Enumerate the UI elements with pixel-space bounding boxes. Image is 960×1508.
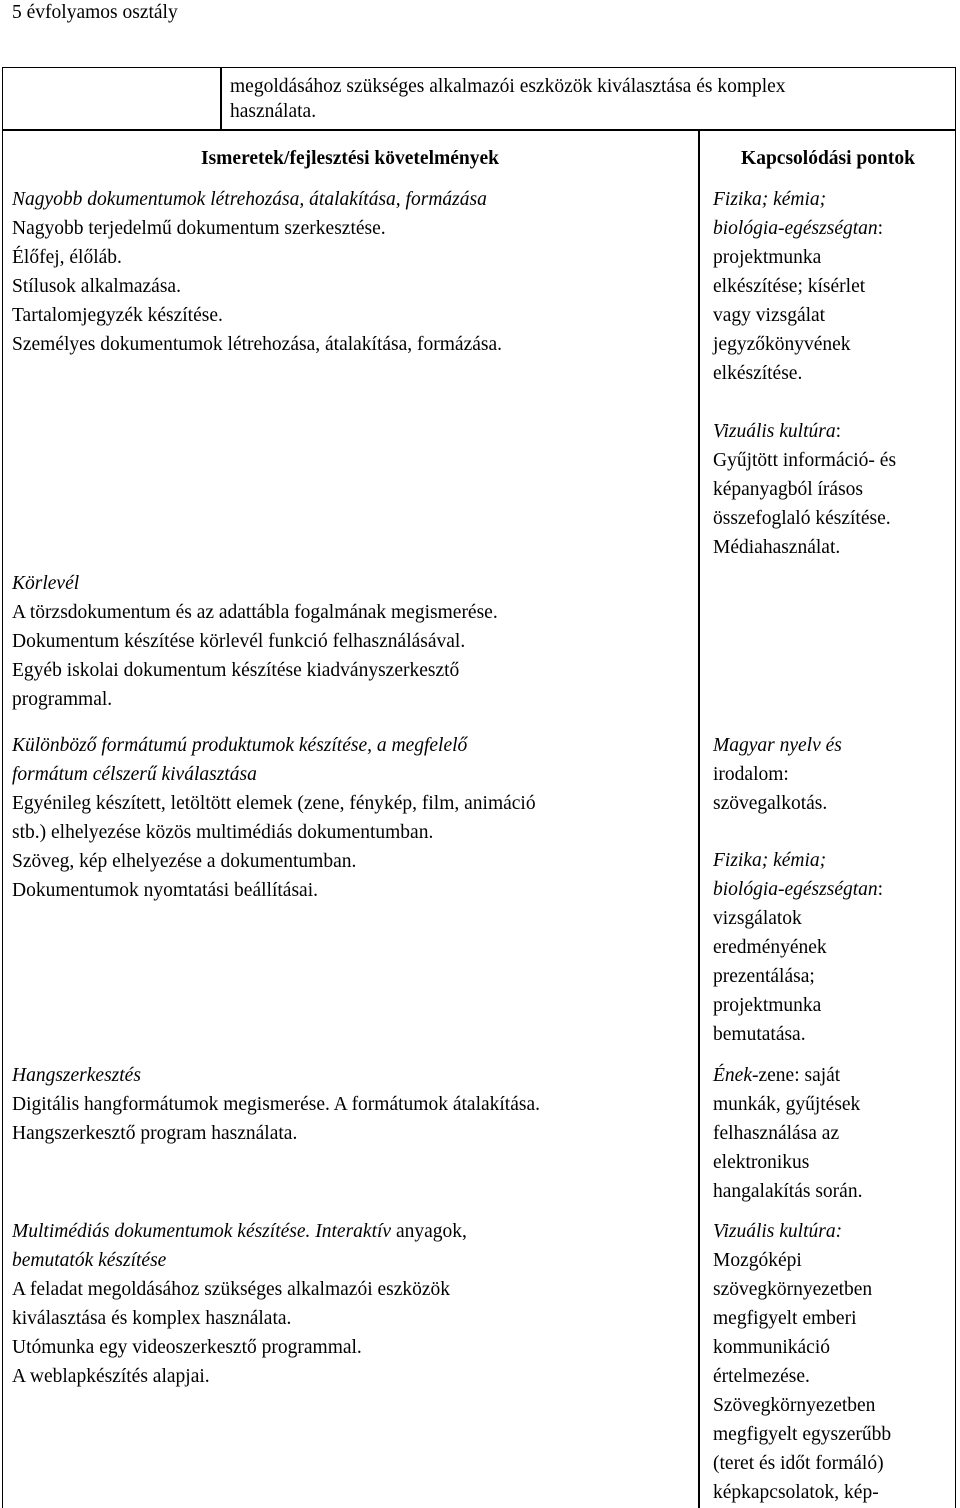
left-block-audio: Hangszerkesztés Digitális hangformátumok megismerése. A formátumok átalakítása. Hangszerkesztő program használata. <box>12 1065 540 1144</box>
left-block-mailmerge: Körlevél A törzsdokumentum és az adattábla fogalmának megismerése. Dokumentum készítése körlevél funkció felhasználásával. Egyéb iskolai dokumentum készítése kiadványszerkesztő programmal. <box>12 573 498 710</box>
left-block-documents: Nagyobb dokumentumok létrehozása, átalakítása, formázása Nagyobb terjedelmű dokumentum szerkesztése. Élőfej, élőláb. Stílusok alkalmazása. Tartalomjegyzék készítése. Személyes dokumentumok létrehozása, átalakítása, formázása. <box>12 189 503 355</box>
page-header: 5 évfolyamos osztály <box>12 2 178 23</box>
top-row-text: megoldásához szükséges alkalmazói eszközök kiválasztása és komplex használata. <box>230 76 786 122</box>
header-right: Kapcsolódási pontok <box>741 148 915 169</box>
right-block-science-2: Fizika; kémia; biológia-egészségtan: vizsgálatok eredményének prezentálása; projektmunka bemutatása. <box>713 850 884 1045</box>
column-divider <box>698 129 700 1508</box>
header-left: Ismeretek/fejlesztési követelmények <box>201 148 499 169</box>
right-block-visual-2: Vizuális kultúra: Mozgóképi szövegkörnyezetben megfigyelt emberi kommunikáció értelmezése. Szövegkörnyezetben megfigyelt egyszerűbb (teret és időt formáló) képkapcsolatok, kép- <box>713 1221 892 1503</box>
right-block-visual-1: Vizuális kultúra: Gyűjtött információ- és képanyagból írásos összefoglaló készítése. Médiahasználat. <box>713 421 897 558</box>
right-block-science-1: Fizika; kémia; biológia-egészségtan: projektmunka elkészítése; kísérlet vagy vizsgálat jegyzőkönyvének elkészítése. <box>713 189 884 384</box>
top-cell-divider <box>220 67 222 129</box>
top-row-divider <box>2 129 956 131</box>
left-block-multimedia: Multimédiás dokumentumok készítése. Interaktív anyagok, bemutatók készítése A feladat megoldásához szükséges alkalmazói eszközök kiválasztása és komplex használata. Utómunka egy videoszerkesztő programmal. A weblapkészítés alapjai. <box>12 1221 467 1387</box>
right-block-music: Ének-zene: saját munkák, gyűjtések felhasználása az elektronikus hangalakítás során. <box>713 1065 863 1202</box>
right-block-literature: Magyar nyelv és irodalom: szövegalkotás. <box>713 735 842 814</box>
left-block-formats: Különböző formátumú produktumok készítése, a megfelelő formátum célszerű kiválasztása Egyénileg készített, letöltött elemek (zene, fénykép, film, animáció stb.) elhelyezése közös multimédiás dokumentumban. Szöveg, kép elhelyezése a dokumentumban. Dokumentumok nyomtatási beállításai. <box>12 735 536 901</box>
